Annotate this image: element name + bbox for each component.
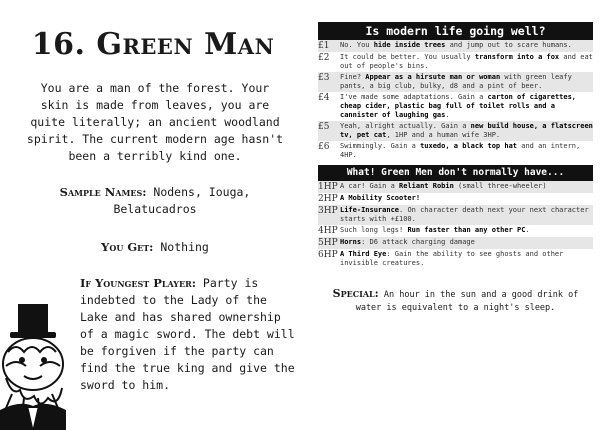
row-text-bold: Appear as a hirsute man or woman <box>365 73 501 81</box>
intro-paragraph: You are a man of the forest. Your skin is made from leaves, you are quite literally; an ancient woodland spirit. The current modern age hasn't been a terribly kind one. <box>26 81 284 163</box>
row-text-post: , 1HP and a human wife 3HP. <box>386 131 501 139</box>
row-key: £2 <box>318 53 330 63</box>
right-column <box>318 22 593 315</box>
row-key: 3HP <box>318 205 340 225</box>
table-row <box>318 141 593 161</box>
row-key: £1 <box>318 40 340 52</box>
row-text <box>340 121 593 141</box>
youngest-label: If Youngest Player: <box>80 276 196 290</box>
row-text-post: and jump out to scare humans. <box>445 41 572 49</box>
row-text-post: and an intern, 4HP. <box>340 142 581 159</box>
row-text-pre: No. You <box>340 41 374 49</box>
row-text <box>340 249 593 269</box>
table-row <box>318 40 593 52</box>
row-text-bold: Horns <box>340 238 362 246</box>
table-row <box>318 72 593 92</box>
row-text-post: (small three-wheeler) <box>453 182 547 190</box>
sample-names-value: Nodens, Iouga, Belatucadros <box>113 185 251 216</box>
row-text-post: . On character death next your next character starts with +£100. <box>340 206 589 223</box>
row-text-bold: Life-Insurance <box>340 206 400 214</box>
green-men-table <box>318 181 593 269</box>
table2-header: What! Green Men don't normally have... <box>318 165 593 181</box>
green-man-portrait-illustration <box>0 302 75 430</box>
row-text-bold: Run faster than any other PC <box>407 226 526 234</box>
row-text-post: . <box>525 226 530 234</box>
row-text-pre: It could be better. You usually <box>340 53 475 61</box>
row-key: £3 <box>318 72 340 92</box>
row-text-pre: I've made some adaptations. Gain a <box>340 93 488 101</box>
row-text-post: and eat out of people's bins. <box>340 53 593 70</box>
page-title: 16. Green Man <box>31 27 275 62</box>
row-text-bold: Reliant Robin <box>399 182 454 190</box>
row-text-pre: Fine? <box>340 73 366 81</box>
row-key: 6HP <box>318 250 338 260</box>
row-text-bold: tuxedo, a black top hat <box>420 142 518 150</box>
youngest-player <box>80 275 295 394</box>
table-row <box>318 52 593 72</box>
table-row <box>318 237 593 249</box>
row-text-bold: transform into a fox <box>474 53 560 61</box>
row-text <box>340 225 593 237</box>
row-key: 4HP <box>318 226 338 236</box>
table-row <box>318 193 593 205</box>
row-text <box>340 193 593 205</box>
modern-life-table <box>318 40 593 161</box>
row-text <box>340 237 593 249</box>
you-get <box>30 240 280 254</box>
row-text-bold: hide inside trees <box>373 41 446 49</box>
row-key: £4 <box>318 93 330 103</box>
youngest-text: Party is indebted to the Lady of the Lake and has shared ownership of a magic sword. The debt will be forgiven if the party can find the true king and give the sword to him. <box>80 276 295 392</box>
special-label: Special: <box>332 287 379 300</box>
table-row <box>318 181 593 193</box>
table-row <box>318 121 593 141</box>
row-text-bold: new build house, a flatscreen tv, pet cat <box>340 122 593 139</box>
table-row <box>318 205 593 225</box>
row-key: 2HP <box>318 194 338 204</box>
table1-header: Is modern life going well? <box>318 22 593 40</box>
row-text <box>340 92 593 121</box>
row-text <box>340 72 593 92</box>
row-text <box>340 141 593 161</box>
row-text <box>340 205 593 225</box>
row-text-bold: A Third Eye <box>340 250 387 258</box>
row-text <box>340 181 593 193</box>
special-section <box>318 287 593 315</box>
special-text: An hour in the sun and a good drink of water is equivalent to a night's sleep. <box>355 290 579 313</box>
table-row <box>318 249 593 269</box>
you-get-label: You Get: <box>101 240 154 254</box>
row-text-pre: Such long legs! <box>340 226 408 234</box>
row-text-post: with green leafy pants, a big club, bulky, d8 and a pint of beer. <box>340 73 572 90</box>
table-row <box>318 92 593 121</box>
row-key: £6 <box>318 142 330 152</box>
sample-names <box>30 184 280 218</box>
you-get-value: Nothing <box>160 240 209 254</box>
row-text-bold: A Mobility Scooter! <box>340 194 421 202</box>
row-key: 5HP <box>318 237 340 249</box>
row-text-post: . <box>445 111 450 119</box>
row-text-bold: carton of cigarettes, cheap cider, plastic bag full of toilet rolls and a cannister of laughing gas <box>340 93 577 119</box>
row-key: 1HP <box>318 181 340 193</box>
table-row <box>318 225 593 237</box>
row-text-pre: A car! Gain a <box>340 182 400 190</box>
row-key: £5 <box>318 121 340 141</box>
row-text-pre: Swimmingly. Gain a <box>340 142 421 150</box>
sample-names-label: Sample Names: <box>59 185 147 199</box>
row-text-post: : Gain the ability to see ghosts and other invisible creatures. <box>340 250 564 267</box>
row-text-pre: Yeah, alright actually. Gain a <box>340 122 471 130</box>
row-text <box>340 52 593 72</box>
row-text-post: : D6 attack charging damage <box>361 238 475 246</box>
row-text <box>340 40 593 52</box>
